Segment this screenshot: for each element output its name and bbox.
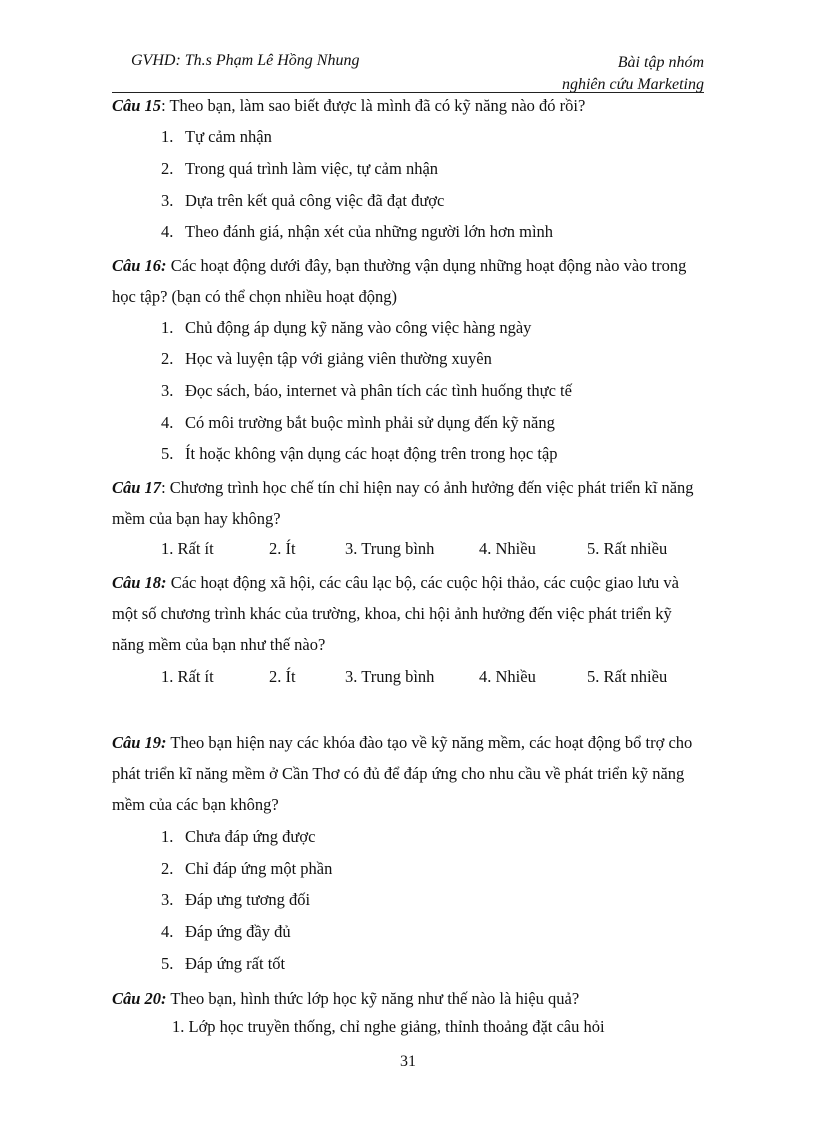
list-item: 3. Đáp ưng tương đối [161, 890, 311, 909]
scale-option: 1. Rất ít [161, 539, 214, 558]
question-text: Theo bạn hiện nay các khóa đào tạo về kỹ năng mềm, các hoạt động bổ trợ cho phát triển kĩ năng mềm ở Cần Thơ có đủ để đáp ứng cho nhu cầu về phát triển kỹ năng mềm của các bạn không? [112, 733, 693, 814]
question-15 [112, 90, 704, 121]
question-label: Câu 18: [112, 573, 167, 592]
list-item: 4. Đáp ứng đầy đủ [161, 922, 291, 941]
list-item: 4. Có môi trường bắt buộc mình phải sử dụng đến kỹ năng [161, 413, 555, 432]
question-17 [112, 472, 704, 534]
question-text: Theo bạn, hình thức lớp học kỹ năng như thế nào là hiệu quả? [166, 989, 580, 1008]
question-label: Câu 15 [112, 96, 162, 115]
question-label: Câu 17 [112, 478, 162, 497]
scale-option: 3. Trung bình [345, 667, 435, 686]
scale-option: 2. Ít [269, 667, 296, 686]
question-label: Câu 20: [112, 989, 167, 1008]
list-item: 2. Chỉ đáp ứng một phần [161, 859, 333, 878]
scale-option: 3. Trung bình [345, 539, 435, 558]
question-text: Các hoạt động dưới đây, bạn thường vận dụng những hoạt động nào vào trong học tập? (bạn có thể chọn nhiều hoạt động) [112, 256, 687, 306]
list-item: 1. Tự cảm nhận [161, 127, 272, 146]
question-16 [112, 250, 704, 312]
list-item: 2. Học và luyện tập với giảng viên thường xuyên [161, 349, 492, 368]
list-item: 3. Đọc sách, báo, internet và phân tích các tình huống thực tế [161, 381, 572, 400]
list-item: 5. Ít hoặc không vận dụng các hoạt động trên trong học tập [161, 444, 558, 463]
page-number: 31 [400, 1053, 416, 1070]
question-label: Câu 16: [112, 256, 167, 275]
scale-option: 4. Nhiều [479, 667, 536, 686]
question-text: Các hoạt động xã hội, các câu lạc bộ, các cuộc hội thảo, các cuộc giao lưu và một số chương trình khác của trường, khoa, chi hội ảnh hưởng đến việc phát triển kỹ năng mềm của bạn như thế nào? [112, 573, 679, 654]
list-item: 2. Trong quá trình làm việc, tự cảm nhận [161, 159, 439, 178]
list-item: 1. Lớp học truyền thống, chỉ nghe giảng, thỉnh thoảng đặt câu hỏi [172, 1017, 605, 1036]
scale-option: 1. Rất ít [161, 667, 214, 686]
question-label: Câu 19: [112, 733, 167, 752]
scale-option: 5. Rất nhiều [587, 667, 668, 686]
question-text: : Chương trình học chế tín chỉ hiện nay có ảnh hưởng đến việc phát triển kĩ năng mềm của bạn hay không? [112, 478, 694, 528]
list-item: 4. Theo đánh giá, nhận xét của những người lớn hơn mình [161, 222, 554, 241]
list-item: 3. Dựa trên kết quả công việc đã đạt được [161, 191, 445, 210]
list-item: 5. Đáp ứng rất tốt [161, 954, 286, 973]
scale-option: 4. Nhiều [479, 539, 536, 558]
question-text: : Theo bạn, làm sao biết được là mình đã có kỹ năng nào đó rồi? [161, 96, 586, 115]
list-item: 1. Chưa đáp ứng được [161, 827, 316, 846]
question-18 [112, 567, 704, 660]
question-19 [112, 727, 704, 820]
header-title-line1: Bài tập nhóm [617, 54, 704, 71]
list-item: 1. Chủ động áp dụng kỹ năng vào công việc hàng ngày [161, 318, 532, 337]
scale-option: 5. Rất nhiều [587, 539, 668, 558]
header-instructor: GVHD: Th.s Phạm Lê Hồng Nhung [131, 52, 360, 69]
scale-option: 2. Ít [269, 539, 296, 558]
header-title-line2: nghiên cứu Marketing [561, 76, 704, 93]
question-20 [112, 983, 704, 1014]
